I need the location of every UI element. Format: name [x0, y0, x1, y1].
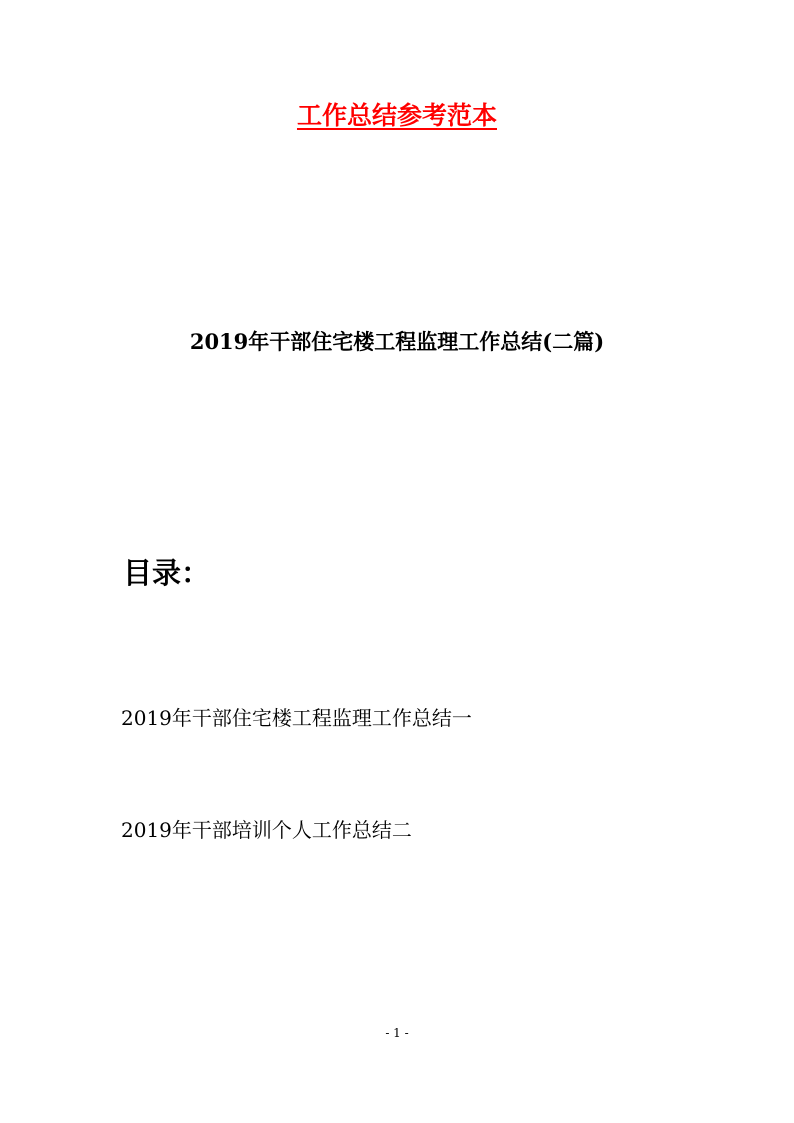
document-title: 2019年干部住宅楼工程监理工作总结(二篇) [189, 329, 605, 354]
header-title: 工作总结参考范本 [296, 101, 497, 130]
toc-item-2: 2019年干部培训个人工作总结二 [121, 818, 412, 842]
toc-item-1: 2019年干部住宅楼工程监理工作总结一 [121, 706, 472, 730]
page-number: - 1 - [385, 1026, 409, 1040]
toc-heading: 目录： [123, 556, 211, 590]
